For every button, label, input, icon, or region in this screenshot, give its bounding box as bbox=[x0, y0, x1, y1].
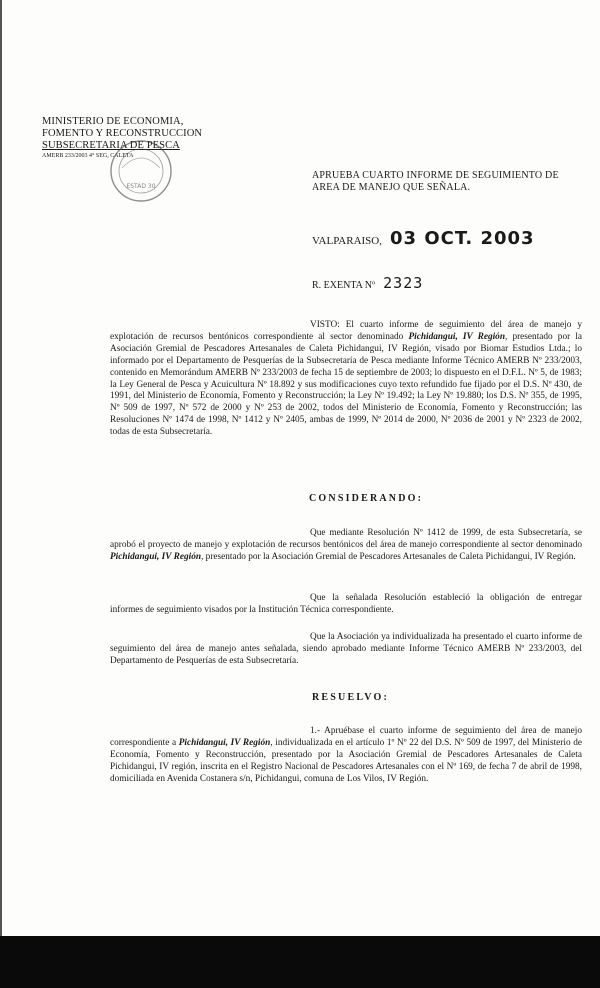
visto-text-2: , presentado por la Asociación Gremial de Pescadores Artesanales de Caleta Pichidangui, IV Región, visado por Biomar Estudios Ltda.; lo informado por el Departamento de Pesquerías de la Subsecretaría de Pesca mediante Informe Técnico AMERB Nº 233/2003, contenido en Memorándum AMERB Nº 233/2003 de fecha 15 de septiembre de 2003; lo dispuesto en el D.F.L. Nº 5, de 1983; la Ley General de Pesca y Acuicultura Nº 18.892 y sus modificaciones cuyo texto refundido fue fijado por el D.S. Nº 430, de 1991, del Ministerio de Economía, Fomento y Reconstrucción; la Ley Nº 19.492; la Ley Nº 19.880; los D.S. Nº 355, de 1995, Nº 509 de 1997, Nº 572 de 2000 y Nº 253 de 2002, todos del Ministerio de Economía, Fomento y Reconstrucción; las Resoluciones Nº 1474 de 1998, Nº 1412 y Nº 2405, ambas de 1999, Nº 2014 de 2000, Nº 2036 de 2001 y Nº 2323 de 2002, todas de esta Subsecretaría. bbox=[110, 331, 583, 438]
scan-bottom-band bbox=[0, 936, 600, 988]
resolution-label: R. EXENTA Nº bbox=[312, 280, 376, 291]
visto-lead: VISTO: bbox=[310, 320, 340, 330]
considerando-2-text: Que la señalada Resolución estableció la obligación de entregar informes de seguimiento visados por la Institución Técnica correspondiente. bbox=[110, 593, 582, 615]
resuelvo-1-emphasis: Pichidangui, IV Región bbox=[178, 737, 271, 748]
considerando-3-text: Que la Asociación ya individualizada ha presentado el cuarto informe de seguimiento del área de manejo antes señalada, siendo aprobado mediante Informe Técnico AMERB Nº 233/2003, del Departamento de Pesquerías de esta Subsecretaría. bbox=[110, 632, 582, 666]
considerando-paragraph-1 bbox=[110, 528, 582, 564]
official-stamp-seal bbox=[108, 138, 174, 204]
resuelvo-heading: RESUELVO: bbox=[312, 692, 390, 703]
considerando-1-text-2: , presentado por la Asociación Gremial de Pescadores Artesanales de Caleta Pichidangui, IV Región. bbox=[201, 551, 576, 562]
visto-emphasis: Pichidangui, IV Región bbox=[408, 331, 506, 342]
considerando-1-emphasis: Pichidangui, IV Región bbox=[110, 551, 202, 562]
ministry-reference: AMERB 233/2003 4° SEG, CALETA bbox=[42, 153, 134, 159]
ministry-line-2: FOMENTO Y RECONSTRUCCION bbox=[42, 128, 203, 139]
considerando-paragraph-2 bbox=[110, 593, 582, 617]
place-label: VALPARAISO, bbox=[312, 235, 382, 247]
resuelvo-paragraph-1 bbox=[110, 726, 582, 786]
visto-paragraph bbox=[110, 320, 582, 439]
considerando-1-text-1: Que mediante Resolución Nº 1412 de 1999, de esta Subsecretaría, se aprobó el proyecto de manejo y explotación de recursos bentónicos del área de manejo correspondiente al sector denominado bbox=[110, 528, 582, 550]
svg-text:ESTAD 30: ESTAD 30 bbox=[126, 183, 156, 190]
considerando-heading: CONSIDERANDO: bbox=[309, 493, 424, 504]
considerando-paragraph-3 bbox=[110, 632, 582, 668]
scan-edge bbox=[0, 0, 2, 936]
resuelvo-1-text-1: 1.- Apruébase el cuarto informe de seguimiento del área de manejo correspondiente a bbox=[110, 726, 582, 748]
resuelvo-1-text-2: , individualizada en el artículo 1º Nº 22 del D.S. Nº 509 de 1997, del Ministerio de Economía, Fomento y Reconstrucción, presentado por la Asociación Gremial de Pescadores Artesanales de Caleta Pichidangui, IV región, inscrita en el Registro Nacional de Pescadores Artesanales con el Nº 169, de fecha 7 de abril de 1998, domiciliada en Avenida Costanera s/n, Pichidangui, comuna de Los Vilos, IV Región. bbox=[110, 737, 582, 784]
visto-text-1: El cuarto informe de seguimiento del área de manejo y explotación de recursos bentónicos correspondiente al sector denominado bbox=[110, 320, 582, 342]
dateline bbox=[312, 228, 535, 249]
resolution-number-line bbox=[312, 274, 423, 293]
ministry-line-3: SUBSECRETARIA DE PESCA bbox=[42, 140, 180, 151]
resolution-title: APRUEBA CUARTO INFORME DE SEGUIMIENTO DE AREA DE MANEJO QUE SEÑALA. bbox=[312, 170, 559, 193]
date-stamp: 03 OCT. 2003 bbox=[390, 228, 535, 249]
ministry-line-1: MINISTERIO DE ECONOMIA, bbox=[42, 116, 184, 127]
resolution-number: 2323 bbox=[383, 274, 424, 292]
